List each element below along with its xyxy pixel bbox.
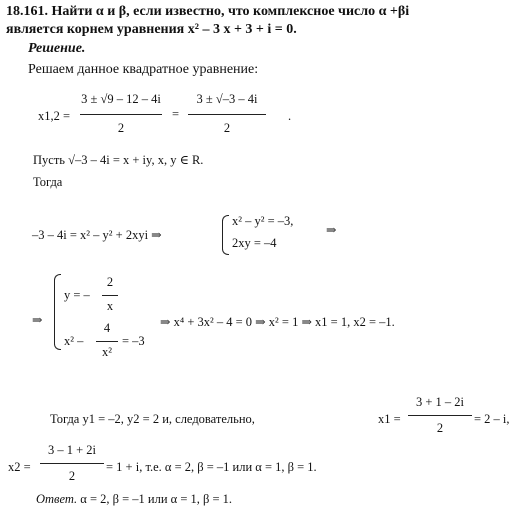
eq1-num1: 3 ± √9 – 12 – 4i	[81, 92, 161, 106]
eq2-lhs: –3 – 4i = x² – y² + 2xyi ⇒	[32, 228, 162, 242]
eq3-rhs: ⇒ x⁴ + 3x² – 4 = 0 ⇒ x² = 1 ⇒ x1 = 1, x2 = –1.	[160, 315, 395, 329]
eq2-system-row-2: 2xy = –4	[232, 236, 277, 250]
eq1-fraction-bar-2	[188, 114, 266, 115]
intro-text: Решаем данное квадратное уравнение:	[28, 62, 259, 77]
problem-text-1: Найти α и β, если известно, что комплексное число α +βi	[51, 4, 410, 19]
eq2-arrow: ⇒	[326, 223, 337, 237]
eq3-arrow: ⇒	[32, 313, 43, 327]
eq1-den1: 2	[117, 121, 125, 135]
eq4-x1-den: 2	[436, 421, 444, 435]
answer-text: α = 2, β = –1 или α = 1, β = 1.	[80, 492, 233, 506]
problem-line-1	[6, 4, 409, 20]
eq1-fraction-bar-1	[80, 114, 162, 115]
eq3-row2-den: x²	[102, 345, 112, 359]
eq4-x1-num: 3 + 1 – 2i	[415, 395, 465, 409]
eq3-row2-num: 4	[103, 321, 111, 335]
eq3-row1-bar	[102, 295, 118, 296]
eq3-row2-lhs: x² –	[64, 334, 84, 348]
problem-text-2: является корнем уравнения x² – 3 x + 3 + i = 0.	[6, 22, 297, 37]
answer-label: Ответ.	[36, 492, 78, 506]
eq4-x1-lhs: x1 =	[378, 412, 401, 426]
eq5-x2-num: 3 – 1 + 2i	[47, 443, 97, 457]
eq3-row2-bar	[96, 341, 118, 342]
eq3-row2-rhs: = –3	[122, 334, 145, 348]
answer-line	[36, 492, 232, 507]
eq4-x1-rhs: = 2 – i,	[474, 412, 510, 426]
eq2-system-brace	[222, 215, 229, 255]
problem-number: 18.161.	[6, 4, 48, 19]
eq2-system-row-1: x² – y² = –3,	[232, 214, 294, 228]
eq4-x1-bar	[408, 415, 472, 416]
eq1-lhs: x1,2 =	[38, 109, 71, 123]
eq1-den2: 2	[223, 121, 231, 135]
eq4-text: Тогда y1 = –2, y2 = 2 и, следовательно,	[50, 412, 255, 426]
eq5-x2-den: 2	[68, 469, 76, 483]
eq3-row1-lhs: y = –	[64, 288, 90, 302]
let-line: Пусть √–3 – 4i = x + iy, x, y ∈ R.	[33, 153, 204, 167]
eq5-rhs: = 1 + i, т.е. α = 2, β = –1 или α = 1, β = 1.	[106, 460, 317, 474]
eq1-num2: 3 ± √–3 – 4i	[196, 92, 258, 106]
eq5-x2-bar	[40, 463, 104, 464]
solution-label: Решение.	[28, 41, 86, 56]
eq3-row1-num: 2	[106, 275, 114, 289]
then-label: Тогда	[33, 175, 63, 189]
eq3-row1-den: x	[106, 299, 114, 313]
eq3-system-brace	[54, 274, 61, 350]
eq5-x2-lhs: x2 =	[8, 460, 31, 474]
eq1-dot: .	[288, 109, 292, 123]
eq1-equals: =	[172, 107, 180, 121]
